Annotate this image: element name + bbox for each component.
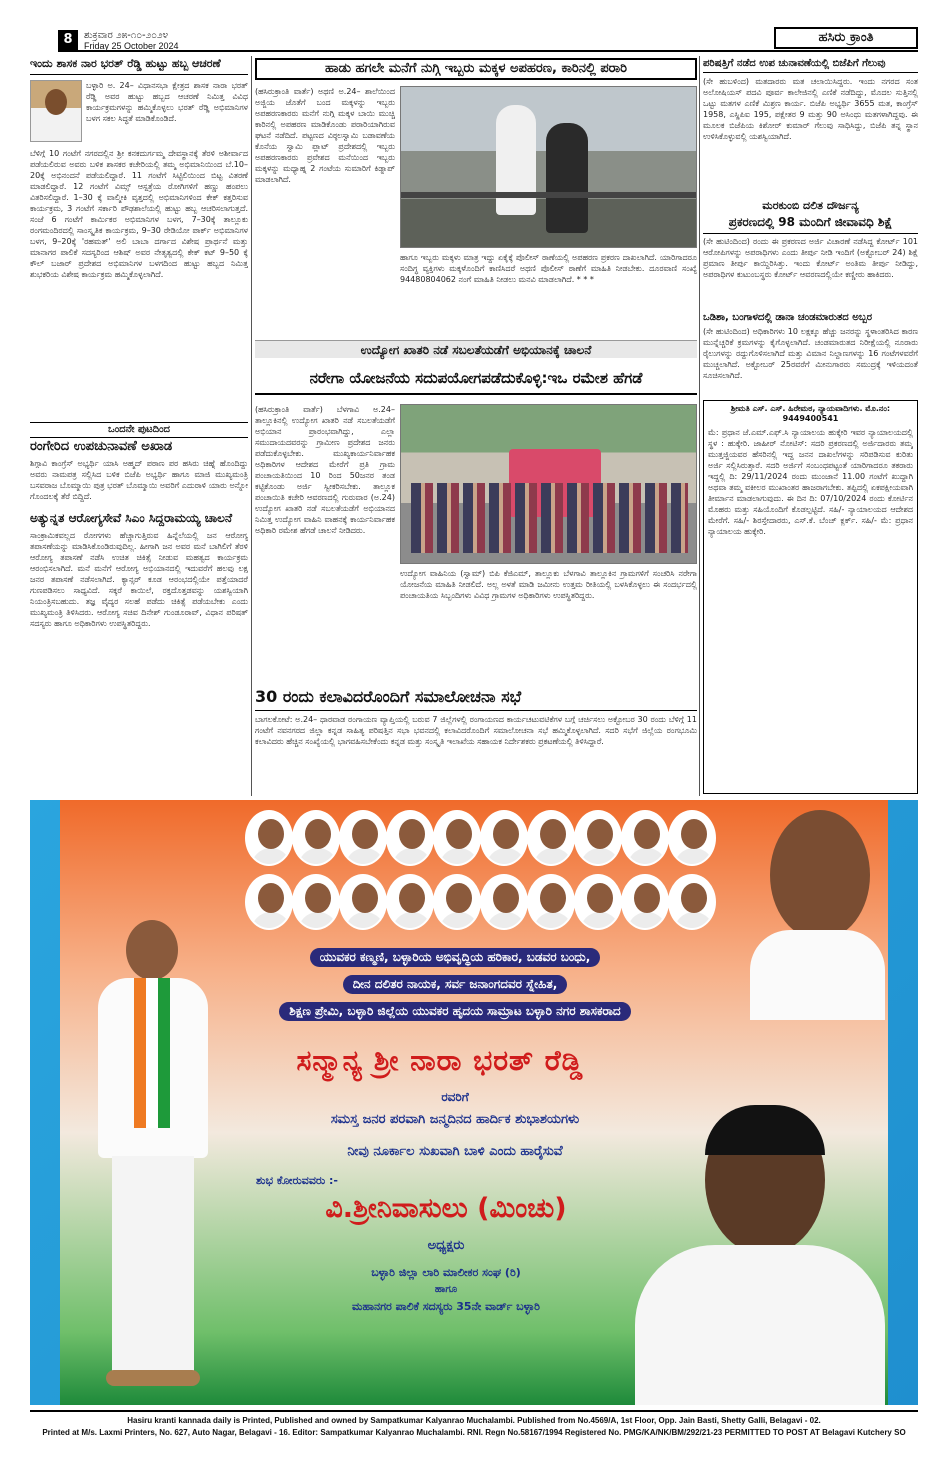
ad-background	[60, 800, 888, 1405]
health-article-body: ಸಾಂಕ್ರಾಮಿಕವಲ್ಲದ ರೋಗಗಳು ಹೆಚ್ಚಾಗುತ್ತಿರುವ ಹಿನ್ನೆಲೆಯಲ್ಲಿ ಜನ ಆರೋಗ್ಯ ತಪಾಸಣೆಯನ್ನು ಮಾಡಿಸಿಕೊಂಡಿರುವುದಿಲ್ಲ. ಹೀಗಾಗಿ ಜನ ಅವರ ಮನೆ ಬಾಗಿಲಿಗೆ ತೆರಳಿ ಆರೋಗ್ಯ ತಪಾಸಣೆ ನಡೆಸಿ ಉಚಿತ ಚಿಕಿತ್ಸೆ ನೀಡುವ ಮಹತ್ವದ ಕಾರ್ಯಕ್ರಮ ಆರಂಭಿಸಲಾಗಿದೆ. ಮನೆ ಮನೆಗೆ ಆರೋಗ್ಯ ಅಭಿಯಾನದಲ್ಲಿ ಇದುವರೆಗೆ ಹಲವು ಲಕ್ಷ ಜನರ ತಪಾಸಣೆ ನಡೆಸಲಾಗಿದೆ. ಕ್ಯಾನ್ಸರ್ ಕೂಡ ಆರಂಭದಲ್ಲಿಯೇ ಪತ್ತೆಯಾದರೆ ಗುಣಪಡಿಸಲು ಸಾಧ್ಯವಿದೆ. ಸಕ್ಕರೆ ಕಾಯಿಲೆ, ರಕ್ತದೊತ್ತಡವನ್ನು ಯಶಸ್ವಿಯಾಗಿ ನಿಯಂತ್ರಿಸಬಹುದು. ತಜ್ಞ ವೈದ್ಯರ ಸಲಹೆ ಪಡೆದು ಚಿಕಿತ್ಸೆ ಪಡೆಯಬೇಕು ಎಂದು ಮುಖ್ಯಮಂತ್ರಿ ತಿಳಿಸಿದರು. ಆರೋಗ್ಯ ಸಚಿವ ದಿನೇಶ್ ಗುಂಡೂರಾವ್, ವಿಧಾನ ಪರಿಷತ್ ಸದಸ್ಯರು ಹಾಗೂ ಅಧಿಕಾರಿಗಳು ಉಪಸ್ಥಿತರಿದ್ದರು.	[30, 531, 248, 628]
leader-portrait	[621, 874, 669, 930]
ad-association: ಬಳ್ಳಾರಿ ಜಿಲ್ಲಾ ಲಾರಿ ಮಾಲೀಕರ ಸಂಘ (ರಿ)	[371, 1266, 521, 1279]
mla-portrait-photo	[30, 80, 82, 142]
date-kannada: ಶುಕ್ರವಾರ ೨೫-೧೦-೨೦೨೪	[84, 30, 169, 41]
leader-portrait	[480, 810, 528, 866]
imprint-footer	[30, 1410, 918, 1438]
marakumbi-body: (ಸೇ ಹುಟಿಂದಿಂದ) ರಂದು ಈ ಪ್ರಕರಣದ ಅರ್ಜಿ ವಿಚಾರಣೆ ನಡೆಸಿದ್ದ ಕೋರ್ಟ್ 101 ಆರೋಪಿಗಳನ್ನು ಅಪರಾಧಿಗಳು ಎಂದು ತೀರ್ಪು ನೀಡಿ ಇಂದಿಗೆ (ಅಕ್ಟೋಬರ್ 24) ಶಿಕ್ಷೆ ಪ್ರಮಾಣ ತೀರ್ಪು ಕಾಯ್ದಿರಿಸಿತ್ತು. ಇಂದು ಕೋರ್ಟ್ ಅಂತಿಮ ತೀರ್ಪು ನೀಡಿದ್ದು, ಅಪರಾಧಿಗಳ ಕುಟುಂಬಸ್ಥರು ಕೋರ್ಟ್ ಆವರಣದಲ್ಲಿಯೇ ಕಣ್ಣೀರು ಹಾಕಿದರು.	[703, 237, 918, 279]
leader-portrait	[621, 810, 669, 866]
column-divider	[251, 56, 252, 796]
ad-tagline-text: ದೀನ ದಲಿತರ ನಾಯಕ, ಸರ್ವ ಜನಾಂಗದವರ ಸ್ನೇಹಿತ,	[343, 975, 568, 994]
leader-portrait	[433, 874, 481, 930]
birthday-article-body: ಬೆಳಿಗ್ಗೆ 10 ಗಂಟೆಗೆ ನಗರದಲ್ಲಿನ ಶ್ರೀ ಕನಕದುರ್ಗಮ್ಮ ದೇವಸ್ಥಾನಕ್ಕೆ ತೆರಳಿ ಅಶೀರ್ವಾದ ಪಡೆಯಲಿರುವ ಅವರು ಬಳಿಕ ಶಾಸಕರ ಕಚೇರಿಯಲ್ಲಿ ತಮ್ಮ ಅಭಿಮಾನಿಯಿಂದ ಬೆ.10–20ಕ್ಕೆ ಅಭಿನಂದನೆ ಪಡೆಯಲಿದ್ದಾರೆ. 11 ಗಂಟೆಗೆ ಸಿಟ್ಟಿಲಿಯಿಂದ ಬಿಟ್ಟ ವಿತರಣೆ ಮಾಡಲಿದ್ದಾರೆ. 12 ಗಂಟೆಗೆ ವಿಮ್ಸ್ ಆಸ್ಪತ್ರೆಯ ರೋಗಿಗಳಿಗೆ ಹಣ್ಣು ಹಂಪಲು ವಿತರಿಸಲಿದ್ದಾರೆ. 1–30 ಕ್ಕೆ ವಾಲ್ಮೀಕಿ ವೃತ್ತದಲ್ಲಿ ಅಭಿಮಾನಿಗಳಿಂದ ಕೇಕ್ ಕತ್ತರಿಸುವ ಕಾರ್ಯಕ್ರಮ, 3 ಗಂಟೆಗೆ ಸರ್ಕಾರಿ ಪೌಢಶಾಲೆಯಲ್ಲಿ ಹುಟ್ಟು ಹಬ್ಬ ಆಚರಿಸಲಾಗುತ್ತದೆ. ಸಂಜೆ 6 ಗಂಟೆಗೆ ಕಾರ್ಮಿಕರ ಅಭಿಮಾನಿಗಳ ಬಳಗ, 7–30ಕ್ಕೆ ತಾಲ್ಲೂಕು ರಂಗಮಂದಿರದಲ್ಲಿ ಸಾಂಸ್ಕೃತಿಕ ಕಾರ್ಯಕ್ರಮ, 9–30 ರೇಡಿಯೋ ಪಾರ್ಕ್ ಅಭಿಮಾನಿಗಳ ಬಳಗ, 9–20ಕ್ಕೆ 'ರಹಮತ್' ಅಲಿ ಬಾಬಾ ದರ್ಗಾದ ವಿಶೇಷ ಪ್ರಾರ್ಥನೆ ಮತ್ತು ಮಾನಾಗರ ಪಾಲಿಕೆ ಸದಸ್ಯರಿಂದ ಆಶಿಷ್ ಅವರ ನೇತೃತ್ವದಲ್ಲಿ ಕೇಕ್ ಕಟ್ 9–50 ಕ್ಕೆ ಕೌಲ್ ಬಜಾರ್ ಪ್ರದೇಶದ ಅಭಿಮಾನಿಗಳ ಬಳಗದಿಂದ ಹುಟ್ಟು ಹಬ್ಬದ ನಿಮಿತ್ತ ಶುಭಕರಿಯ ವಿಶೇಷ ಕಾರ್ಯಕ್ರಮ ಹಮ್ಮಿಕೊಳ್ಳಲಾಗಿದೆ.	[30, 149, 248, 279]
notice-title: ಶ್ರೀಮತಿ ಎಸ್. ಎಸ್. ಹಿರೇಮಠ, ನ್ಯಾಯವಾದಿಗಳು. ಮೊ.ನಂ: 9449400541	[730, 404, 891, 423]
nrega-headline: ನರೇಗಾ ಯೋಜನೆಯ ಸದುಪಯೋಗಪಡೆದುಕೊಳ್ಳಿ:ಇಒ ರಮೇಶ ಹೆಗಡೆ	[255, 370, 697, 395]
council-bypoll-body: (ಸೇ ಹುಬಳಿಂದ) ಮತದಾರರು ಮತ ಚಲಾಯಿಸಿದ್ದರು. ಇಂದು ನಗರದ ಸಂತ ಅಲೋಷಿಯಸ್ ಪದವಿ ಪೂರ್ವ ಕಾಲೇಜಿನಲ್ಲಿ ಎಣಿಕೆ ನಡೆದಿದ್ದು, ಮೊದಲ ಸುತ್ತಿನಲ್ಲಿ ಒಟ್ಟು ಮತಗಳ ಎಣಿಕೆ ಮಿಶ್ರಣ ಕಾರ್ಯ. ಬಿಜೆಪಿ ಅಭ್ಯರ್ಥಿ 3655 ಮತ, ಕಾಂಗ್ರೆಸ್ 1958, ಎಸ್ಡಿಪಿಐ 195, ಪಕ್ಷೇತರ 9 ಮತ್ತು 90 ಅಸಿಂಧು ಮತಗಳಾಗಿದ್ದವು. ಈ ಮೂಲಕ ಬಿಜೆಪಿಯ ಕಿಶೋರ್ ಕುಮಾರ್ ಗೆಲುವು ಸಾಧಿಸಿದ್ದು, ಬಿಜೆಪಿ ತನ್ನ ಸ್ಥಾನ ಉಳಿಸಿಕೊಳ್ಳುವಲ್ಲಿ ಯಶಸ್ವಿಯಾಗಿದೆ.	[703, 77, 918, 141]
cctv-photo	[400, 86, 697, 248]
photo-crowd	[411, 483, 688, 553]
photo-legs	[112, 1156, 194, 1376]
marakumbi-headline: ಪ್ರಕರಣದಲ್ಲಿ 98 ಮಂದಿಗೆ ಜೀವಾವಧಿ ಶಿಕ್ಷೆ	[703, 216, 918, 234]
photo-head	[770, 810, 870, 940]
photo-body	[750, 930, 885, 1020]
leader-portrait	[527, 874, 575, 930]
artists-meeting-body: ಬಾಗಲಕೋಟೆ: ಅ.24– ಧಾರವಾಡ ರಂಗಾಯಣ ವ್ಯಾಪ್ತಿಯಲ್ಲಿ ಬರುವ 7 ಜಿಲ್ಲೆಗಳಲ್ಲಿ ರಂಗಾಯಣದ ಕಾರ್ಯಚಟುವಟಿಕೆಗಳ ಬಗ್ಗೆ ಚರ್ಚಿಸಲು ಅಕ್ಟೋಬರ 30 ರಂದು ಬೆಳಿಗ್ಗೆ 11 ಗಂಟೆಗೆ ನವನಗರದ ಜಿಲ್ಲಾ ಕನ್ನಡ ಸಾಹಿತ್ಯ ಪರಿಷತ್ತಿನ ಸಭಾ ಭವನದಲ್ಲಿ ಕಲಾವಿದರೊಂದಿಗೆ ಸಮಾಲೋಚನಾ ಸಭೆ ಹಮ್ಮಿಕೊಳ್ಳಲಾಗಿದೆ. ಸದರಿ ಸಭೆಗೆ ಜಿಲ್ಲೆಯ ರಂಗಭೂಮಿ ಕಲಾವಿದರು ಹೆಚ್ಚಿನ ಸಂಖ್ಯೆಯಲ್ಲಿ ಭಾಗವಹಿಸಬೇಕೆಂದು ಕನ್ನಡ ಮತ್ತು ಸಂಸ್ಕೃತಿ ಇಲಾಖೆಯ ಸಹಾಯಕ ನಿರ್ದೇಶಕರು ಪ್ರಕಟಣೆಯಲ್ಲಿ ತಿಳಿಸಿದ್ದಾರೆ.	[255, 715, 697, 746]
masthead	[58, 30, 918, 52]
ad-greeting: ಸಮಸ್ತ ಜನರ ಪರವಾಗಿ ಜನ್ಮದಿನದ ಹಾರ್ದಿಕ ಶುಭಾಶಯಗಳು	[330, 1112, 580, 1127]
leader-portrait	[245, 874, 293, 930]
continued-section-label: ಒಂದನೇ ಪುಟದಿಂದ	[30, 422, 248, 438]
nrega-event-photo	[400, 404, 697, 564]
newspaper-brand: ಹಸಿರು ಕ್ರಾಂತಿ	[774, 27, 918, 49]
photo-figure	[546, 123, 588, 233]
birthday-article-intro: ಬಳ್ಳಾರಿ ಅ. 24– ವಿಧಾನಸಭಾ ಕ್ಷೇತ್ರದ ಶಾಸಕ ನಾರಾ ಭರತ್ ರೆಡ್ಡಿ ಅವರ ಹುಟ್ಟು ಹಬ್ಬದ ಆಚರಣೆ ನಿಮಿತ್ತ ವಿವಿಧ ಕಾರ್ಯಕ್ರಮಗಳನ್ನು ಹಮ್ಮಿಕೊಳ್ಳಲು ಭರತ್ ರೆಡ್ಡಿ ಅಭಿಮಾನಿಗಳ ಬಳಗ ಸಕಲ ಸಿದ್ಧತೆ ಮಾಡಿಕೊಂಡಿದೆ.	[86, 81, 248, 123]
imprint-line-2: Printed at M/s. Laxmi Printers, No. 627, Auto Nagar, Belagavi - 16. Editor: Sampatkumar Kalyanrao Muchalambi. RNI. Regn No.58167/1994 Registered No. PMG/KA/NK/BM/292/21-23 PERMITTED TO POST AT Belagavi Kutchery SO	[42, 1428, 906, 1437]
leader-portrait	[433, 810, 481, 866]
column-divider	[699, 56, 700, 796]
photo-head	[126, 920, 178, 980]
page-number: 8	[58, 30, 78, 50]
leader-portrait	[339, 874, 387, 930]
photo-hair	[705, 1105, 825, 1155]
kidnap-article-left: (ಹಸಿರುಕ್ರಾಂತಿ ವಾರ್ತೆ) ಅಥಣಿ ಅ.24– ಶಾಲೆಯಿಂದ ಅಜ್ಜಿಯ ಜೊತೆಗೆ ಬಂದ ಮಕ್ಕಳನ್ನು ಇಬ್ಬರು ಅಪಹರಣಕಾರರು ಮನೆಗೆ ನುಗ್ಗಿ ಮಕ್ಕಳ ಬಾಯಿ ಮುಚ್ಚಿ ಕಾರಿನಲ್ಲಿ ಅಪಹರಣ ಮಾಡಿಕೊಂಡು ಪರಾರಿಯಾಗಿರುವ ಘಟನೆ ನಡೆದಿದೆ. ಪಟ್ಟಣದ ವಿಠ್ಠಲಸ್ವಾಮಿ ಬಡಾವಣೆಯ ಕೊನೆಯ ಸ್ವಾಮಿ ಪ್ಲಾಟ್ ಪ್ರದೇಶದಲ್ಲಿ ಇಬ್ಬರು ಅಪಹರಣಕಾರರು ಪ್ರವೇಶದ ಮನೆಯಿಂದ ಇಬ್ಬರು ಮಕ್ಕಳನ್ನು ಮಧ್ಯಾಹ್ನ 2 ಗಂಟೆಯ ಸುಮಾರಿಗೆ ಕಿಡ್ನಾಪ್ ಮಾಡಲಾಗಿದೆ.	[255, 87, 395, 184]
leader-portrait	[574, 874, 622, 930]
leader-portrait	[292, 874, 340, 930]
leader-portrait	[668, 874, 716, 930]
kidnap-headline: ಹಾಡು ಹಗಲೇ ಮನೆಗೆ ನುಗ್ಗಿ ಇಬ್ಬರು ಮಕ್ಕಳ ಅಪಹರಣ, ಕಾರಿನಲ್ಲಿ ಪರಾರಿ	[255, 58, 697, 80]
leader-portrait	[339, 810, 387, 866]
ad-tagline-text: ಶಿಕ್ಷಣ ಪ್ರೇಮಿ, ಬಳ್ಳಾರಿ ಜಿಲ್ಲೆಯ ಯುವಕರ ಹೃದಯ ಸಾಮ್ರಾಟ ಬಳ್ಳಾರಿ ನಗರ ಶಾಸಕರಾದ	[279, 1002, 630, 1021]
photo-scarf	[134, 978, 170, 1128]
court-notice	[703, 400, 918, 794]
ad-wishers-label: ಶುಭ ಕೋರುವವರು :-	[256, 1174, 338, 1187]
mla-standing-photo	[78, 920, 228, 1390]
ad-tagline-3	[240, 1002, 670, 1021]
imprint-line-1: Hasiru kranti kannada daily is Printed, Published and owned by Sampatkumar Kalyanrao Muchalambi. Published from No.4569/A, 1st Floor, Opp. Jain Basti, Shetty Galli, Belagavi - 02.	[127, 1416, 821, 1425]
nrega-article-left: (ಹಸಿರುಕ್ರಾಂತಿ ವಾರ್ತೆ) ಬೆಳಗಾವಿ ಅ.24– ತಾಲ್ಲೂಕಿನಲ್ಲಿ ಉದ್ಯೋಗ ಖಾತರಿ ನಡೆ ಸಬಲತೆಯಡೆಗೆ ಅಭಿಯಾನ ಪ್ರಾರಂಭವಾಗಿದ್ದು, ಎಲ್ಲಾ ಸಮುದಾಯದವರನ್ನು ಗ್ರಾಮೀಣ ಪ್ರದೇಶದ ಜನರು ಪಡೆದುಕೊಳ್ಳಬೇಕು. ಮುಖ್ಯಕಾರ್ಯನಿರ್ವಾಹಕ ಅಧಿಕಾರಿಗಳ ಆದೇಶದ ಮೇರೆಗೆ ಪ್ರತಿ ಗ್ರಾಮ ಪಂಚಾಯತಿಯಿಂದ 10 ರಿಂದ 50ಜನರ ತಂಡ ಕಟ್ಟಿಕೊಂಡು ಅರ್ಜಿ ಸ್ವೀಕರಿಸಬೇಕು. ತಾಲ್ಲೂಕ ಪಂಚಾಯಿತಿ ಕಚೇರಿ ಆವರಣದಲ್ಲಿ ಗುರುವಾರ (ಅ.24) ಉದ್ಯೋಗ ಖಾತರಿ ನಡೆ ಸಬಲತೆಯಡೆಗೆ ಅಭಿಯಾನದ ನಿಮಿತ್ತ ಉದ್ಯೋಗ ವಾಹಿನಿ ವಾಹನಕ್ಕೆ ಕಾರ್ಯನಿರ್ವಾಹಕ ಅಧಿಕಾರಿ ರಮೇಶ ಹೆಗಡೆ ಚಾಲನೆ ನೀಡಿದರು.	[255, 405, 395, 535]
leader-portrait	[527, 810, 575, 866]
date-english: Friday 25 October 2024	[84, 41, 179, 51]
kidnap-article-right: ಹಾಗೂ ಇಬ್ಬರು ಮಕ್ಕಳು ಮಾತ್ರ ಇದ್ದು ಏಕೈಕ್ಕೆ ಪೊಲೀಸ್ ಠಾಣೆಯಲ್ಲಿ ಅಪಹರಣ ಪ್ರಕರಣ ದಾಖಲಾಗಿದೆ. ಯಾರಿಗಾದರೂ ಸಂದಿಗ್ಧ ವ್ಯಕ್ತಿಗಳು ಮಕ್ಕಳೊಂದಿಗೆ ಕಾಣಿಸಿದರೆ ಅಥಣಿ ಪೊಲೀಸ್ ಠಾಣೆಗೆ ಮಾಹಿತಿ ನೀಡಬೇಕು. ದೂರವಾಣಿ ಸಂಖ್ಯೆ 94480804062 ನಂಗೆ ಮಾಹಿತಿ ನೀಡಲು ಮನವಿ ಮಾಡಲಾಗಿದೆ. * * *	[400, 253, 697, 284]
leader-portrait	[668, 810, 716, 866]
bypoll-headline: ರಂಗೇರಿದ ಉಪಚುನಾವಣೆ ಅಖಾಡ	[30, 439, 173, 454]
birthday-advertisement	[30, 800, 918, 1405]
nrega-kicker: ಉದ್ಯೋಗ ಖಾತರಿ ನಡೆ ಸಬಲತೆಯಡೆಗೆ ಅಭಿಯಾನಕ್ಕೆ ಚಾಲನೆ	[255, 340, 697, 358]
leader-portrait	[386, 810, 434, 866]
photo-shoes	[106, 1370, 200, 1386]
notice-body: ಮೆ: ಪ್ರಧಾನ ಜೆ.ಎಮ್.ಎಫ್.ಸಿ ನ್ಯಾಯಾಲಯ ಹುಕ್ಕೇರಿ ಇವರ ನ್ಯಾಯಾಲಯದಲ್ಲಿ ಸ್ಥಳ : ಹುಕ್ಕೇರಿ. ಜಾಹೀರ್ ನೋಟಿಸ್: ಸದರಿ ಪ್ರಕರಣದಲ್ಲಿ ಅರ್ಜಿದಾರರು ತಮ್ಮ ಮುತ್ತಜ್ಜಿಯವರ ಹೆಸರಿನಲ್ಲಿ ಇದ್ದ ಜನನ ದಾಖಲೆಗಳನ್ನು ಸರಿಪಡಿಸುವ ಕುರಿತು ಅರ್ಜಿ ಸಲ್ಲಿಸಿರುತ್ತಾರೆ. ಸದರಿ ಅರ್ಜಿಗೆ ಸಂಬಂಧಪಟ್ಟಂತೆ ಯಾರಿಗಾದರೂ ತಕರಾರು ಇದ್ದಲ್ಲಿ ದಿ: 29/11/2024 ರಂದು ಮುಂಜಾನೆ 11.00 ಗಂಟೆಗೆ ಖುದ್ದಾಗಿ ಅಥವಾ ತಮ್ಮ ವಕೀಲರ ಮುಖಾಂತರ ಹಾಜರಾಗಬೇಕು. ತಪ್ಪಿದಲ್ಲಿ ಏಕಪಕ್ಷೀಯವಾಗಿ ತೀರ್ಮಾನ ಮಾಡಲಾಗುವುದು. ಈ ದಿನ ದಿ: 07/10/2024 ರಂದು ಕೋರ್ಟಿನ ಮೊಹರು ಮತ್ತು ಸಹಿಯೊಂದಿಗೆ ಕೊಡಲ್ಪಟ್ಟಿದೆ. ಸಹಿ/- ನ್ಯಾಯಾಲಯದ ಆದೇಶದ ಮೇರೆಗೆ. ಸಹಿ/- ಶಿರಸ್ತೇದಾರರು, ಎಸ್.ಕೆ. ಬೆಂಚ್ ಕ್ಲರ್ಕ್. ಸಹಿ/- ಮೆ: ಪ್ರಧಾನ ನ್ಯಾಯಾಲಯ ಹುಕ್ಕೇರಿ.	[708, 428, 913, 536]
cyclone-body: (ಸೇ ಹುಟಿಂದಿಂದ) ಅಧಿಕಾರಿಗಳು 10 ಲಕ್ಷಕ್ಕೂ ಹೆಚ್ಚು ಜನರನ್ನು ಸ್ಥಳಾಂತರಿಸಿದ ಕಾರಣ ಮುನ್ನೆಚ್ಚರಿಕೆ ಕ್ರಮಗಳನ್ನು ಕೈಗೊಳ್ಳಲಾಗಿದೆ. ಚಂಡಮಾರುತದ ನಿರೀಕ್ಷೆಯಲ್ಲಿ ನೂರಾರು ರೈಲುಗಳನ್ನು ರದ್ದುಗೊಳಿಸಲಾಗಿದೆ ಮತ್ತು ವಿಮಾನ ನಿಲ್ದಾಣಗಳನ್ನು 16 ಗಂಟೆಗಳವರೆಗೆ ಮುಚ್ಚಲಾಗಿದೆ. ಅಕ್ಟೋಬರ್ 25ರವರೆಗೆ ಮೀನುಗಾರರು ಸಮುದ್ರಕ್ಕೆ ಇಳಿಯದಂತೆ ಸೂಚಿಸಲಾಗಿದೆ.	[703, 327, 918, 380]
health-headline: ಅತ್ಯುನ್ನತ ಆರೋಗ್ಯಸೇವೆ ಸಿಎಂ ಸಿದ್ದರಾಮಯ್ಯ ಚಾಲನೆ	[30, 511, 233, 525]
ad-corporation: ಮಹಾನಗರ ಪಾಲಿಕೆ ಸದಸ್ಯರು 35ನೇ ವಾರ್ಡ್ ಬಳ್ಳಾರಿ	[351, 1300, 540, 1313]
leader-portrait	[480, 874, 528, 930]
ad-ravarige: ರವರಿಗೆ	[441, 1090, 469, 1104]
council-bypoll-headline: ಪರಿಷತ್ತಿಗೆ ನಡೆದ ಉಪ ಚುನಾವಣೆಯಲ್ಲಿ ಬಿಜೆಪಿಗೆ ಗೆಲುವು	[703, 58, 918, 73]
photo-body	[635, 1245, 885, 1405]
leader-portrait	[386, 874, 434, 930]
ad-tagline-1	[240, 948, 670, 967]
marakumbi-kicker: ಮರಕುಂಬಿ ದಲಿತ ದೌರ್ಜನ್ಯ	[762, 199, 859, 212]
photo-railing	[401, 192, 697, 198]
bypoll-article-body: ಶಿಗ್ಗಾವಿ ಕಾಂಗ್ರೆಸ್ ಅಭ್ಯರ್ಥಿ ಯಾಸಿ ಅಹ್ಮದ್ ಪಠಾಣ ಪರ ಹಸಿರು ಚಿಹ್ನೆ ಹೊಂದಿದ್ದು ಅವರು ನಾಮಪತ್ರ ಸಲ್ಲಿಸಿದ ಬಳಿಕ ಬಿಜೆಪಿ ಅಭ್ಯರ್ಥಿ ಹಾಗೂ ಮಾಜಿ ಮುಖ್ಯಮಂತ್ರಿ ಬಸವರಾಜ ಬೊಮ್ಮಾಯಿ ಪುತ್ರ ಭರತ್ ಬೊಮ್ಮಾಯಿ ಅವರಿಗೆ ಎದುರಾಳಿ ಯಾರು ಅನ್ನೋ ಗೊಂದಲಕ್ಕೆ ತೆರೆ ಬಿದ್ದಿದೆ.	[30, 459, 248, 501]
leader-portrait	[245, 810, 293, 866]
leader-portrait	[574, 810, 622, 866]
leader-photo-top-right	[750, 810, 885, 1010]
artists-meeting-headline: 30 ರಂದು ಕಲಾವಿದರೊಂದಿಗೆ ಸಮಾಲೋಚನಾ ಸಭೆ	[255, 688, 697, 711]
ad-tagline-text: ಯುವಕರ ಕಣ್ಮಣಿ, ಬಳ್ಳಾರಿಯ ಅಭಿವೃದ್ಧಿಯ ಹರಿಕಾರ, ಬಡವರ ಬಂಧು,	[310, 948, 601, 967]
ad-designation: ಅಧ್ಯಕ್ಷರು	[427, 1238, 465, 1253]
leader-portraits	[245, 810, 715, 940]
ad-signatory: ವಿ.ಶ್ರೀನಿವಾಸುಲು (ಮಿಂಚು)	[325, 1193, 567, 1224]
photo-figure	[496, 105, 536, 215]
nrega-article-right: ಉದ್ಯೋಗ ವಾಹಿನಿಯ (ಸ್ವಾಮ್) ಬಿಪಿ ಕೆಜಿಎಮ್, ತಾಲ್ಲೂಕು ಬೆಳಗಾವಿ ತಾಲ್ಲೂಕಿನ ಗ್ರಾಮಗಳಿಗೆ ಸಂಚರಿಸಿ ನರೇಗಾ ಯೋಜನೆಯ ಮಾಹಿತಿ ನೀಡಲಿದೆ. ಅಲ್ಲ ಅಳತೆ ಮಾಡಿ ಜಮೀನು ಉತ್ತಮ ರೀತಿಯಲ್ಲಿ ಬಳಸಿಕೊಳ್ಳಲು ಈ ಸಂದರ್ಭದಲ್ಲಿ ಪಂಚಾಯತಿಯ ಸಿಬ್ಬಂದಿಗಳು ವಿವಿಧ ಗ್ರಾಮಗಳ ಅಧಿಕಾರಿಗಳು ಉಪಸ್ಥಿತರಿದ್ದರು.	[400, 569, 697, 600]
ad-haagu: ಹಾಗೂ	[434, 1284, 458, 1295]
ad-tagline-2	[240, 975, 670, 994]
honoree-name: ಸನ್ಮಾನ್ಯ ಶ್ರೀ ನಾರಾ ಭರತ್ ರೆಡ್ಡಿ	[296, 1044, 584, 1077]
ad-wish: ನೀವು ನೂರ್ಕಾಲ ಸುಖವಾಗಿ ಬಾಳಿ ಎಂದು ಹಾರೈಸುವೆ	[347, 1144, 563, 1159]
birthday-headline: ಇಂದು ಶಾಸಕ ನಾರ ಭರತ್ ರೆಡ್ಡಿ ಹುಟ್ಟು ಹಬ್ಬ ಆಚರಣೆ	[30, 58, 248, 75]
cyclone-headline: ಒಡಿಶಾ, ಬಂಗಾಳದಲ್ಲಿ ಡಾನಾ ಚಂಡಮಾರುತದ ಅಬ್ಬರ	[703, 312, 873, 323]
leader-portrait	[292, 810, 340, 866]
